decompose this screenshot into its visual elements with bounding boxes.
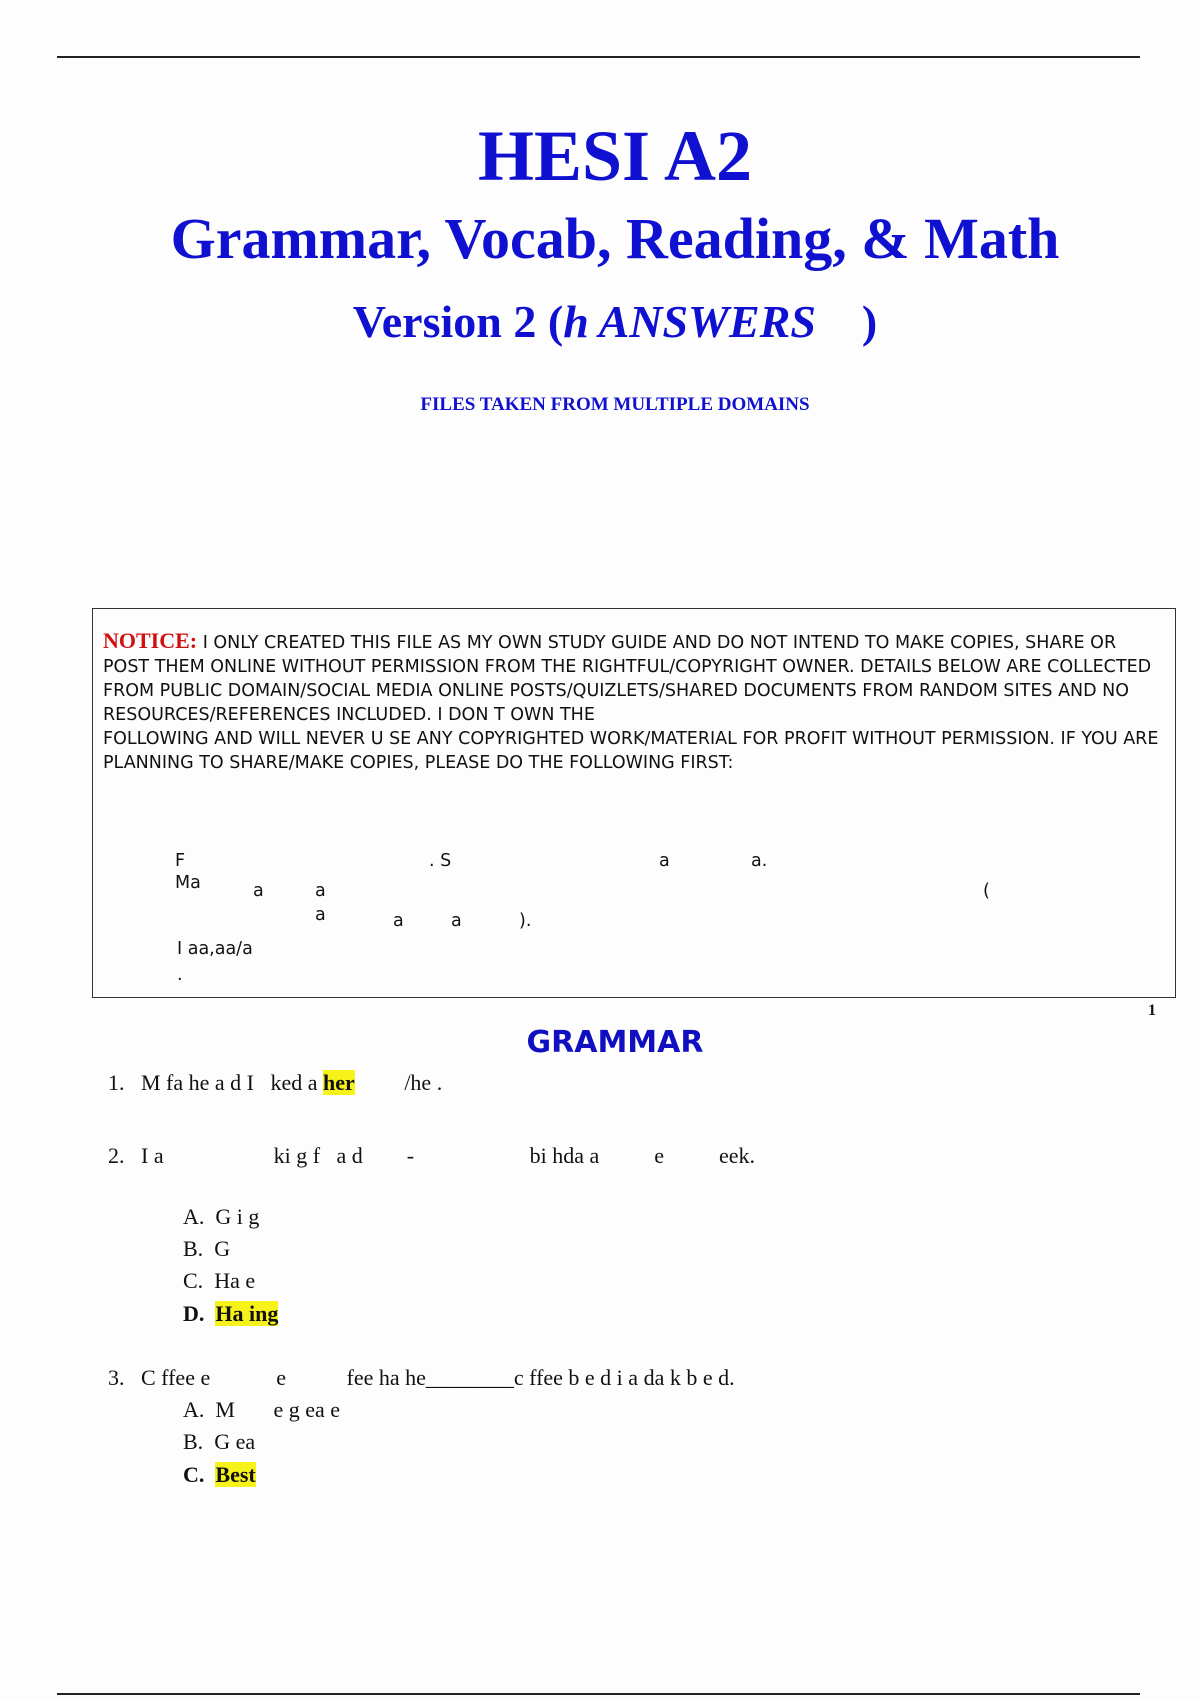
notice-fragment: a. (751, 851, 768, 871)
question-text: C ffee e e fee ha he________c ffee b e d i a da k b e d. (141, 1365, 735, 1390)
option-text: G (214, 1236, 231, 1261)
document-title: HESI A2 (477, 116, 753, 196)
notice-fragment: I aa,aa/a (177, 939, 253, 959)
option-correct[interactable] (183, 1301, 278, 1327)
highlighted-answer: Ha ing (215, 1301, 279, 1326)
document-subtitle: Grammar, Vocab, Reading, & Math (170, 206, 1060, 271)
page-number: 1 (1148, 1002, 1156, 1019)
question-2 (108, 1143, 755, 1169)
notice-fragment: a (659, 851, 670, 871)
notice-text (103, 629, 1163, 775)
notice-fragment: a (393, 911, 404, 931)
option-text: G i g (215, 1204, 260, 1229)
files-note: FILES TAKEN FROM MULTIPLE DOMAINS (420, 394, 810, 415)
option[interactable] (183, 1268, 255, 1294)
question-text: I a ki g f a d - bi hda a e eek. (141, 1143, 756, 1168)
option-correct[interactable] (183, 1462, 256, 1488)
notice-fragment: a (315, 905, 326, 925)
notice-fragment: a (315, 881, 326, 901)
top-rule (57, 56, 1140, 58)
version-suffix: ) (815, 296, 878, 347)
notice-fragment: ). (519, 911, 532, 931)
version-prefix: Version 2 ( (352, 296, 564, 347)
question-1 (108, 1070, 442, 1096)
option-letter: D. (183, 1301, 205, 1326)
option-letter: A. (183, 1204, 205, 1229)
notice-fragment: . S (429, 851, 452, 871)
option-letter: C. (183, 1268, 204, 1293)
version-line (0, 295, 1200, 348)
notice-fragment: Ma (175, 873, 201, 893)
option-text: Ha e (214, 1268, 256, 1293)
notice-label: NOTICE: (103, 628, 198, 653)
highlighted-answer: Best (215, 1462, 256, 1487)
option-letter: A. (183, 1397, 205, 1422)
notice-body: I ONLY CREATED THIS FILE AS MY OWN STUDY GUIDE AND DO NOT INTEND TO MAKE COPIES, SHARE OR POST THEM ONLINE WITHOUT PERMISSION FROM THE RIGHTFUL/COPYRIGHT OWNER. DETAILS BELOW ARE COLLECTED FROM PUBLIC DOMAIN/SOCIAL MEDIA ONLINE POSTS/QUIZLETS/SHARED DOCUMENTS FROM RANDOM SITES AND NO RESOURCES/REFERENCES INCLUDED. I DON T OWN THE (103, 633, 1152, 725)
notice-fragment: a (253, 881, 264, 901)
question-text: M fa he a d I ked a (141, 1070, 324, 1095)
option-text: G ea (214, 1429, 256, 1454)
notice-fragment: ( (983, 881, 990, 901)
highlighted-answer: her (323, 1070, 355, 1095)
bottom-rule (57, 1693, 1140, 1695)
option[interactable] (183, 1429, 255, 1455)
notice-fragment: . (177, 965, 183, 985)
option-letter: B. (183, 1429, 204, 1454)
option-text: M e g ea e (215, 1397, 341, 1422)
question-number: 1. (108, 1070, 125, 1095)
question-number: 3. (108, 1365, 125, 1390)
question-text: /he . (354, 1070, 443, 1095)
notice-box (92, 608, 1176, 998)
notice-fragment: a (451, 911, 462, 931)
question-3 (108, 1365, 735, 1391)
question-number: 2. (108, 1143, 125, 1168)
section-heading: GRAMMAR (526, 1025, 704, 1060)
option[interactable] (183, 1397, 340, 1423)
option[interactable] (183, 1204, 259, 1230)
version-italic: h ANSWERS (563, 296, 816, 347)
notice-body-2: FOLLOWING AND WILL NEVER U SE ANY COPYRIGHTED WORK/MATERIAL FOR PROFIT WITHOUT PERMISSION. IF YOU ARE PLANNING TO SHARE/MAKE COPIES, PLEASE DO THE FOLLOWING FIRST: (103, 729, 1159, 773)
option[interactable] (183, 1236, 230, 1262)
notice-fragment: F (175, 851, 186, 871)
option-letter: C. (183, 1462, 205, 1487)
option-letter: B. (183, 1236, 204, 1261)
